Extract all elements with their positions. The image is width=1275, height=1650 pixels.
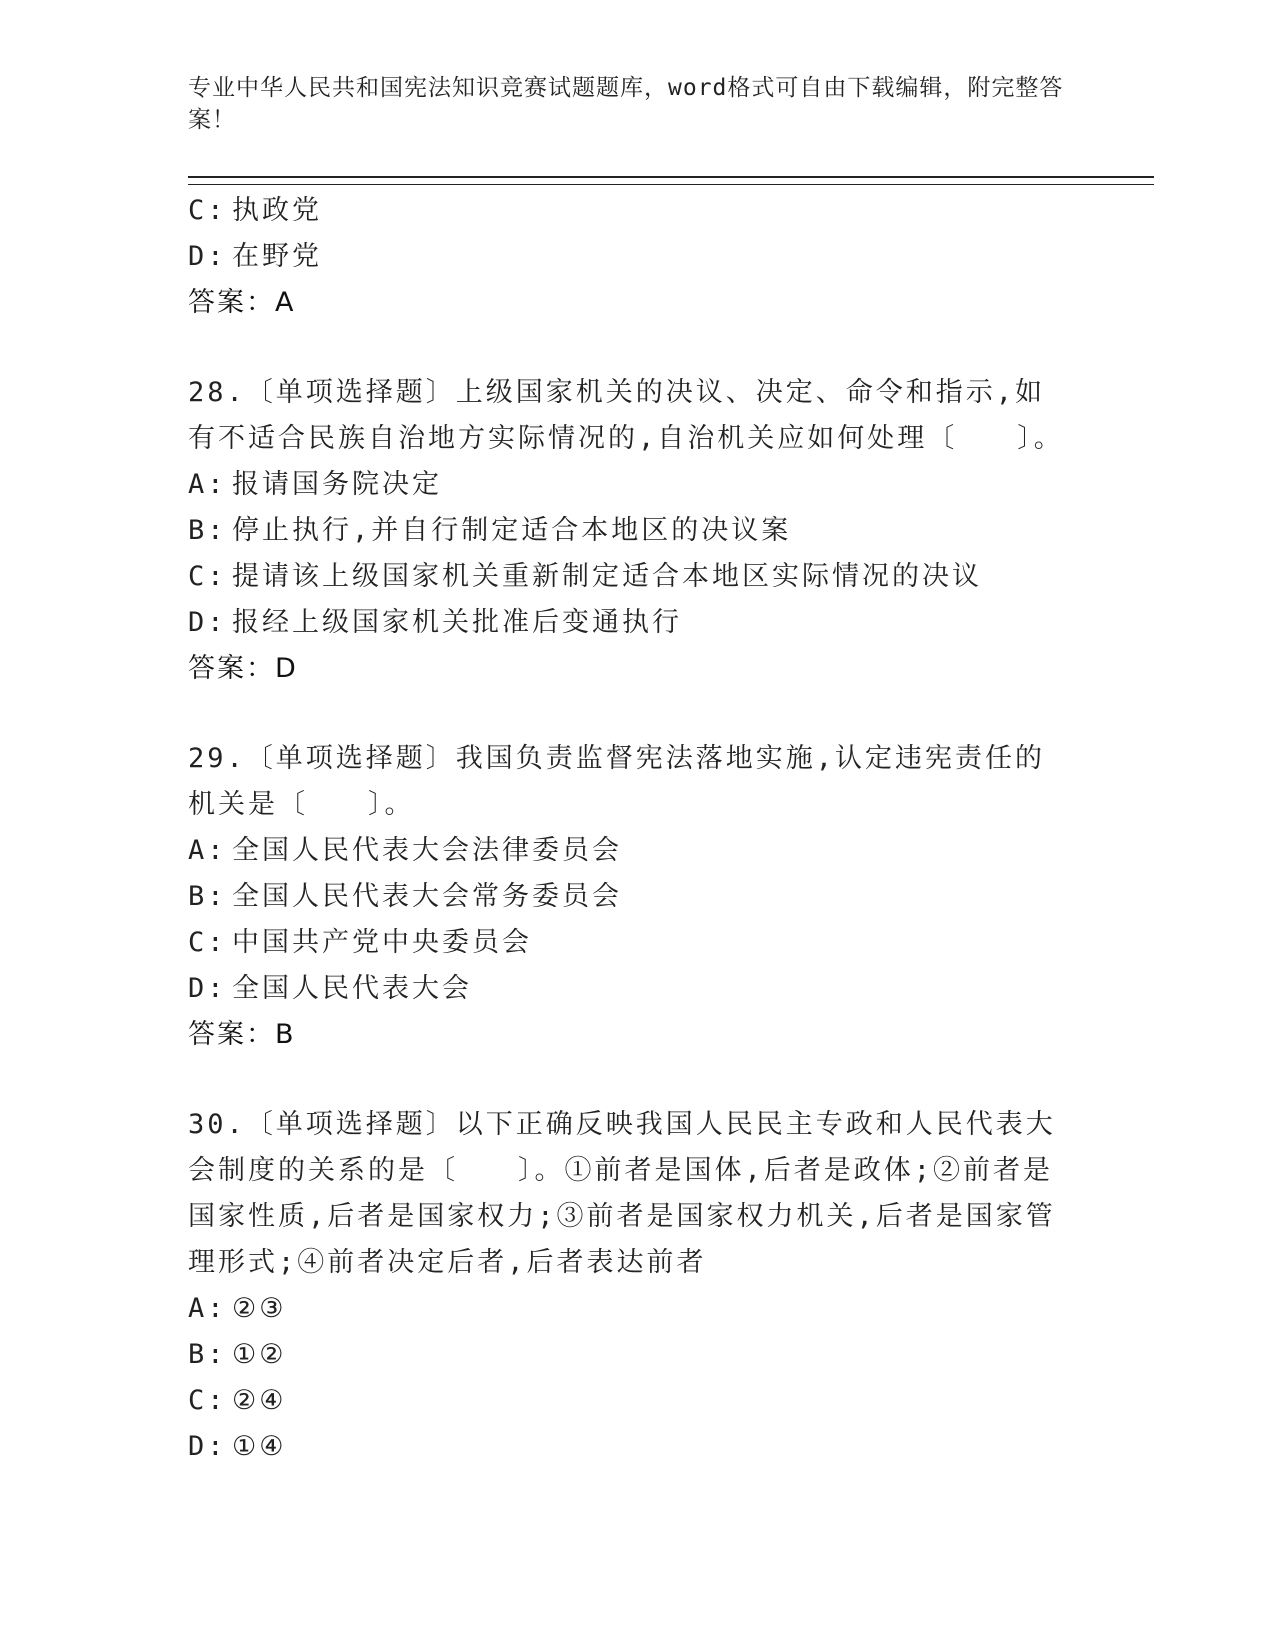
option-b: B: 停止执行,并自行制定适合本地区的决议案	[188, 515, 792, 546]
option-d: D: 报经上级国家机关批准后变通执行	[188, 607, 682, 638]
answer: 答案：A	[188, 287, 296, 318]
option-a: A: 全国人民代表大会法律委员会	[188, 835, 622, 866]
answer: 答案：D	[188, 653, 298, 684]
question-30	[188, 1102, 1088, 1470]
option-b: B: 全国人民代表大会常务委员会	[188, 881, 622, 912]
question-stem: 30.〔单项选择题〕以下正确反映我国人民民主专政和人民代表大会制度的关系的是〔 〕。①前者是国体,后者是政体;②前者是国家性质,后者是国家权力;③前者是国家权力机关,后者是国家管理形式;④前者决定后者,后者表达前者	[188, 1109, 1056, 1278]
question-29	[188, 736, 1088, 1058]
option-c: C: 中国共产党中央委员会	[188, 927, 532, 958]
prev-question	[188, 188, 1088, 326]
header-divider	[188, 176, 1154, 185]
option-d: D: ①④	[188, 1431, 287, 1462]
page-header	[188, 72, 1068, 136]
option-c: C: 提请该上级国家机关重新制定适合本地区实际情况的决议	[188, 561, 982, 592]
question-stem: 28.〔单项选择题〕上级国家机关的决议、决定、命令和指示,如有不适合民族自治地方实际情况的,自治机关应如何处理〔 〕。	[188, 377, 1064, 454]
answer: 答案：B	[188, 1019, 296, 1050]
option-c: C: ②④	[188, 1385, 287, 1416]
question-28	[188, 370, 1088, 692]
option-a: A: 报请国务院决定	[188, 469, 442, 500]
option-c: C: 执政党	[188, 195, 322, 226]
option-d: D: 在野党	[188, 241, 322, 272]
option-d: D: 全国人民代表大会	[188, 973, 472, 1004]
question-stem: 29.〔单项选择题〕我国负责监督宪法落地实施,认定违宪责任的机关是〔 〕。	[188, 743, 1046, 820]
option-b: B: ①②	[188, 1339, 287, 1370]
question-list	[188, 188, 1088, 1470]
header-text: 专业中华人民共和国宪法知识竞赛试题题库，word格式可自由下载编辑，附完整答案！	[188, 75, 1064, 133]
option-a: A: ②③	[188, 1293, 287, 1324]
